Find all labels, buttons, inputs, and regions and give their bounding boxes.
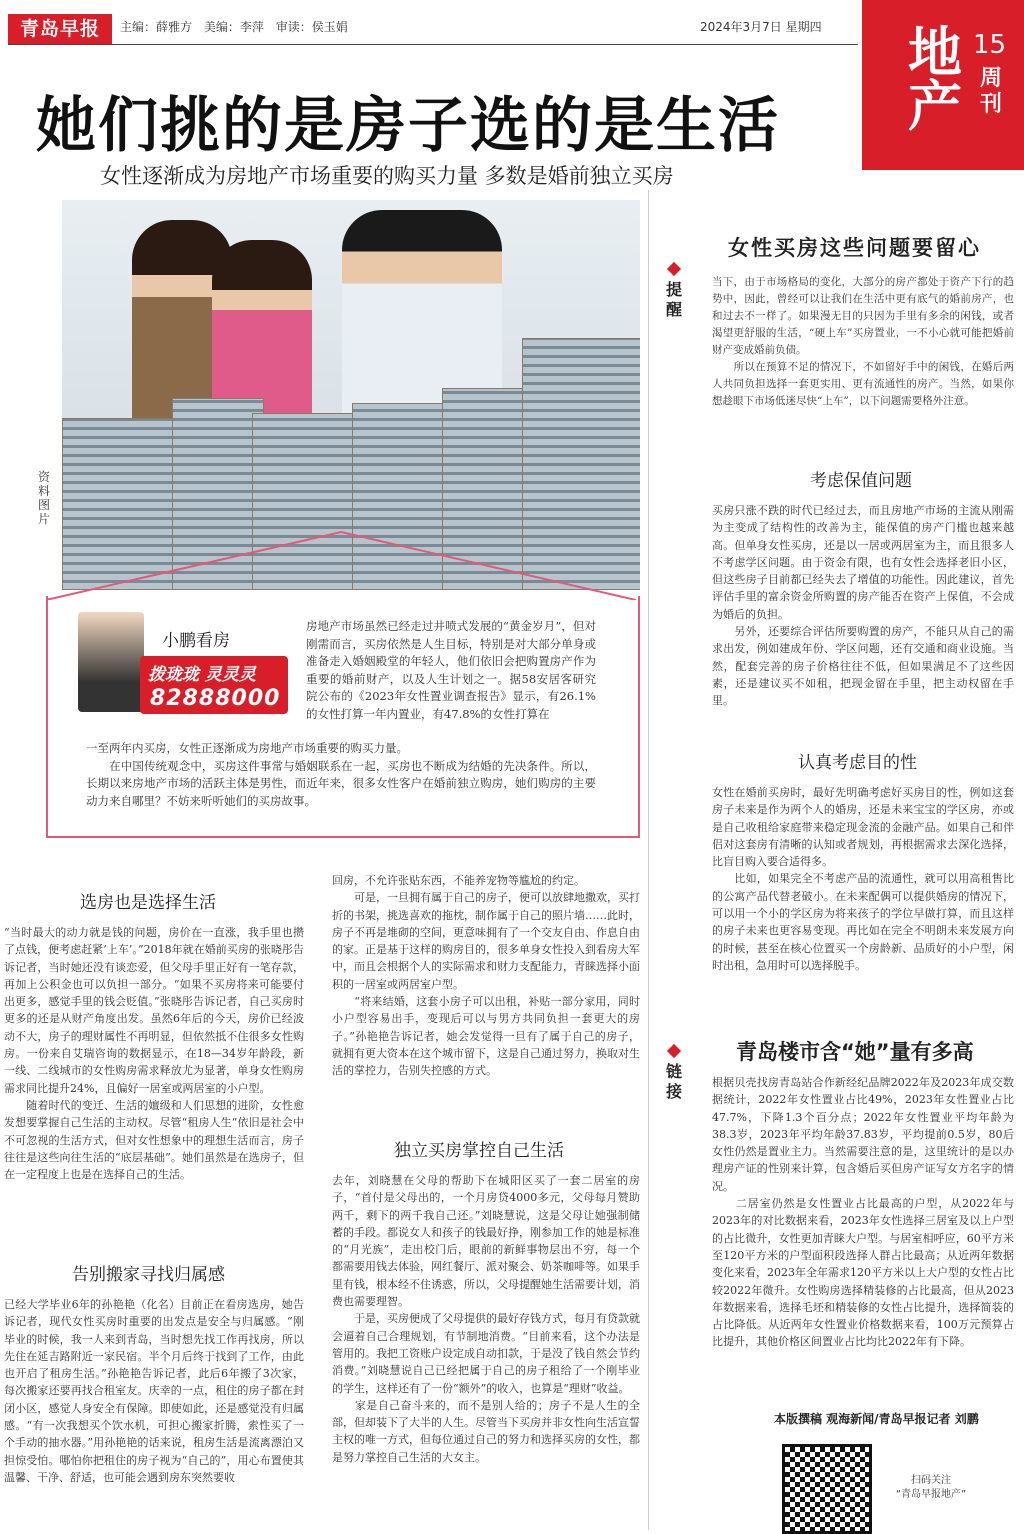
tip-badge bbox=[664, 264, 684, 354]
qr-code-icon[interactable] bbox=[782, 1444, 872, 1534]
column-name: 小鹏看房 bbox=[162, 631, 230, 651]
middle-text-2: 去年，刘晓慧在父母的帮助下在城阳区买了一套二居室的房子，“首付是父母出的，一个月房贷4000多元，父母每月赞助两千，剩下的两千我自己还。”刘晓慧说，这是父母让她强制储蓄的手段。都说女人和孩子的钱最好挣，刚参加工作的她是标准的“月光族”，走出校门后，眼前的新鲜事物层出不穷，每一个都需要用钱去体验，网红餐厅、派对聚会、奶茶咖啡等。如果手里有钱，根本经不住诱惑，所以，父母提醒她生活需要计划，消费也需要理智。 于是，买房便成了父母提供的最好存钱方式，每月有贷款就会逼着自己合理规划，有节制地消费。“目前来看，这个办法是管用的。我把工资账户设定成自动扣款，于是没了钱自然会节约消费。”刘晓慧说自己已经把属于自己的房子租给了一个刚毕业的学生，这样还有了一份“额外”的收入，也算是“理财”收益。 家是自己奋斗来的，而不是别人给的；房子不是人生的全部，但却装下了大半的人生。尽管当下买房并非女性向生活宣誓主权的唯一方式，但每位通过自己的努力和选择买房的女性，都是努力掌控自己生活的大女主。 bbox=[332, 1174, 640, 1464]
headline: 她们挑的是房子选的是生活 bbox=[36, 91, 780, 161]
qingdao-market-text: 根据贝壳找房青岛站合作新经纪品牌2022年及2023年成交数据统计，2022年女性置业占比49%，2023年女性置业占比47.7%，下降1.3个百分点；2022年女性置业平均年龄为38.3岁，2023年平均年龄37.83岁，平均提前0.5岁，80后女性仍然是置业主力。当然需要注意的是，这里统计的是以办理房产证的性别来计算，包含婚后买但房产证写女方名字的情况。 二居室仍然是女性置业占比最高的户型，从2022年与2023年的对比数据来看，2023年女性选择三居室及以上户型的占比微升，女性更加青睐大户型。与居室相呼应，60平方米至120平方米的户型面积段选择人群占比最高；从近两年数据变化来看，2023年全年需求120平方米以上大户型的女性占比较2022年微升。女性购房选择精装修的占比最高，但从2023年数据来看，选择毛坯和精装修的女性占比提升，选择简装的占比降低。从近两年女性置业价格数据来看，100万元预算占比提升，其他价格区间置业占比均比2022年有下降。 bbox=[712, 1076, 1014, 1349]
hotline-number: 82888000 bbox=[150, 686, 281, 711]
side-intro: 当下，由于市场格局的变化，大部分的房产都处于资产下行的趋势中，因此，曾经可以让我们在生活中更有底气的婚前房产，也和过去不一样了。如果漫无目的只因为手里有多余的闲钱，或者渴望更舒服的生活，“硬上车”买房置业，一不小心就可能把婚前财产变成婚前负债。 所以在预算不足的情况下，不如留好手中的闲钱，在婚后两人共同负担选择一套更实用、更有流通性的房产。当然，如果你想趁眼下市场低迷尽快“上车”，以下问题需要格外注意。 bbox=[712, 276, 1014, 407]
link-badge bbox=[664, 1046, 684, 1136]
header-rule bbox=[8, 44, 858, 45]
side-text-2: 女性在婚前买房时，最好先明确考虑好买房目的性，例如这套房子未来是作为两个人的婚房，还是未来宝宝的学区房，亦或是自己收租给家庭带来稳定现金流的金融产品。如果自己和伴侣对这套房有清晰的认知或者规划，再根据需求去深化选择，比盲目购入要合适得多。 比如，如果完全不考虑产品的流通性，就可以用高租售比的公寓产品代替老破小。在未来配偶可以提供婚房的情况下，可以用一个小的学区房为将来孩子的学位早做打算，而且这样的房子未来也更容易变现。再比如在完全不明朗未来发展方向的时候，甚至在核心位置买一个房龄新、品质好的小户型，闲时出租，急用时可以选择脱手。 bbox=[712, 786, 1014, 972]
side-title: 女性买房这些问题要留心 bbox=[728, 236, 981, 260]
middle-text-1: 回房，不允许张贴东西，不能养宠物等尴尬的约定。 可是，一旦拥有属于自己的房子，便可以放肆地撒欢，买打折的书架，挑选喜欢的拖枕，制作属于自己的照片墙……此时，房子不再是堆砌的空间，更意味拥有了一个交友自由、作息自由的家。正是基于这样的购房目的，很多单身女性投入到看房大军中，而且会根据个人的实际需求和财力支配能力，青睐选择小面积的一居室或两居室户型。 “将来结婚，这套小房子可以出租，补贴一部分家用，同时小户型容易出手，变现后可以与男方共同负担一套更大的房子。”孙艳艳告诉记者，她会发觉得一旦有了属于自己的房子，就拥有更大资本在这个城市留下，这是自己通过努力，换取对生活的掌控力，告别失控感的方式。 bbox=[332, 874, 640, 1078]
qingdao-market-title: 青岛楼市含“她”量有多高 bbox=[736, 1040, 974, 1064]
hotline-label: 拨珑珑 灵灵灵 bbox=[148, 665, 256, 685]
left-text-2: 已经大学毕业6年的孙艳艳（化名）目前正在看房选房，她告诉记者，现代女性买房时重要的出发点是安全与归属感。“刚毕业的时候，我一人来到青岛，当时想先找工作再找房，所以先住在延吉路附近一家民宿。半个月后终于找到了工作，由此也开启了租房生活。”孙艳艳告诉记者，此后6年搬了3次家，每次搬家还要再找合租室友。庆幸的一点，租住的房子都在封闭小区，感觉人身安全有保障。即使如此，还是感觉没有归属感。“有一次我想买个饮水机，可担心搬家折腾，索性买了一个手动的抽水器。”用孙艳艳的话来说，租房生活是流离漂泊又担惊受怕。哪怕你把租住的房子视为“自己的”，用心布置使其温馨、干净、舒适，也可能会遇到房东突然要收 bbox=[4, 1298, 304, 1484]
page-number: 15 bbox=[973, 30, 1007, 60]
left-text-1: “当时最大的动力就是钱的问题，房价在一直涨，我手里也攒了点钱，便考虑赶紧‘上车’。”2018年就在婚前买房的张晓彤告诉记者，当时她还没有谈恋爱，但父母手里正好有一笔存款，再加上公积金也可以负担一部分。“如果不买房将来可能要付出更多，感觉手里的钱会贬值。”张晓彤告诉记者，自己买房时更多的还是从财产角度出发。虽然6年后的今天，房价已经波动不大，房子的理财属性不再明显，但依然抵不住很多女性购房。一份来自艾瑞咨询的数据显示，在18—34岁年龄段，新一线、二线城市的女性购房需求释放尤为显著，单身女性购房需求同比提升24%，且偏好一居室或两居室的小户型。 随着时代的变迁、生活的嬗级和人们思想的进阶，女性愈发想要掌握自己生活的主动权。尽管“租房人生”依旧是社会中不可忽视的生活方式，但对女性想象中的理想生活而言，房子往往是这些向往生活的“底层基础”。她们虽然是在选房子，但在一定程度上也是在选择自己的生活。 bbox=[4, 926, 304, 1182]
column-divider bbox=[648, 190, 649, 1530]
side-text-1: 买房只涨不跌的时代已经过去，而且房地产市场的主流从刚需为主变成了结构性的改善为主，能保值的房产门槛也越来越高。但单身女性买房，还是以一居或两居室为主，而且很多人不考虑学区问题。由于资金有限，也有女性会选择老旧小区，但这些房子目前都已经失去了增值的功能性。因此建议，首先评估手里的富余资金所购置的房产能否在资产上保值，不会成为婚后的负担。 另外，还要综合评估所要购置的房产，不能只从自己的需求出发，例如建成年份、学区问题，还有交通和商业设施。当然，配套完善的房子价格往往不低，但如果满足不了这些因素，还是建议买不如租，把现金留在手里，把主动权留在手里。 bbox=[712, 504, 1014, 708]
column-text-top: 房地产市场虽然已经走过井喷式发展的“黄金岁月”，但对刚需而言，买房依然是人生目标，特别是对大部分单身或准备走入婚姻殿堂的年轻人，他们依旧会把购置房产作为重要的婚前财产，以及人生计划之一。据58安居客研究院公布的《2023年女性置业调查报告》显示，有26.1%的女性打算一年内置业，有47.8%的女性打算在 bbox=[306, 619, 596, 721]
subheadline: 女性逐渐成为房地产市场重要的购买力量 多数是婚前独立买房 bbox=[100, 164, 674, 188]
qr-caption: 扫码关注 “青岛早报地产” bbox=[895, 1475, 967, 1500]
tip-badge-label: 提醒 bbox=[665, 280, 682, 319]
side-subtitle-1: 考虑保值问题 bbox=[810, 471, 912, 491]
middle-title-2: 独立买房掌控自己生活 bbox=[394, 1141, 564, 1161]
newspaper-logo: 青岛早报 bbox=[8, 14, 112, 44]
weekly-label: 周刊 bbox=[980, 66, 1003, 117]
editor-credit: 主编：薛雅方 bbox=[120, 20, 193, 34]
side-subtitle-2: 认真考虑目的性 bbox=[798, 753, 917, 773]
publication-date: 2024年3月7日 星期四 bbox=[700, 20, 822, 34]
columnist-avatar bbox=[78, 612, 144, 712]
left-title-2: 告别搬家寻找归属感 bbox=[72, 1265, 225, 1285]
section-name: 地产 bbox=[908, 21, 962, 138]
house-roof-outline bbox=[44, 530, 638, 600]
left-title-1: 选房也是选择生活 bbox=[80, 893, 216, 913]
staff-credits bbox=[120, 18, 356, 35]
diamond-icon bbox=[667, 1044, 681, 1058]
photo-credit: 资料图片 bbox=[38, 470, 51, 526]
designer-credit: 美编：李萍 bbox=[203, 20, 264, 34]
diamond-icon bbox=[667, 262, 681, 276]
reviewer-credit: 审读：侯玉娟 bbox=[275, 20, 348, 34]
column-text-bottom: 一至两年内买房，女性正逐渐成为房地产市场重要的购买力量。 在中国传统观念中，买房这件事常与婚姻联系在一起，买房也不断成为结婚的先决条件。所以，长期以来房地产市场的活跃主体是男性，而近年来，很多女性客户在婚前独立购房，她们购房的主要动力来自哪里？不妨来听听她们的买房故事。 bbox=[86, 741, 596, 808]
byline: 本版撰稿 观海新闻/青岛早报记者 刘鹏 bbox=[774, 1412, 979, 1426]
link-badge-label: 链接 bbox=[665, 1062, 682, 1101]
